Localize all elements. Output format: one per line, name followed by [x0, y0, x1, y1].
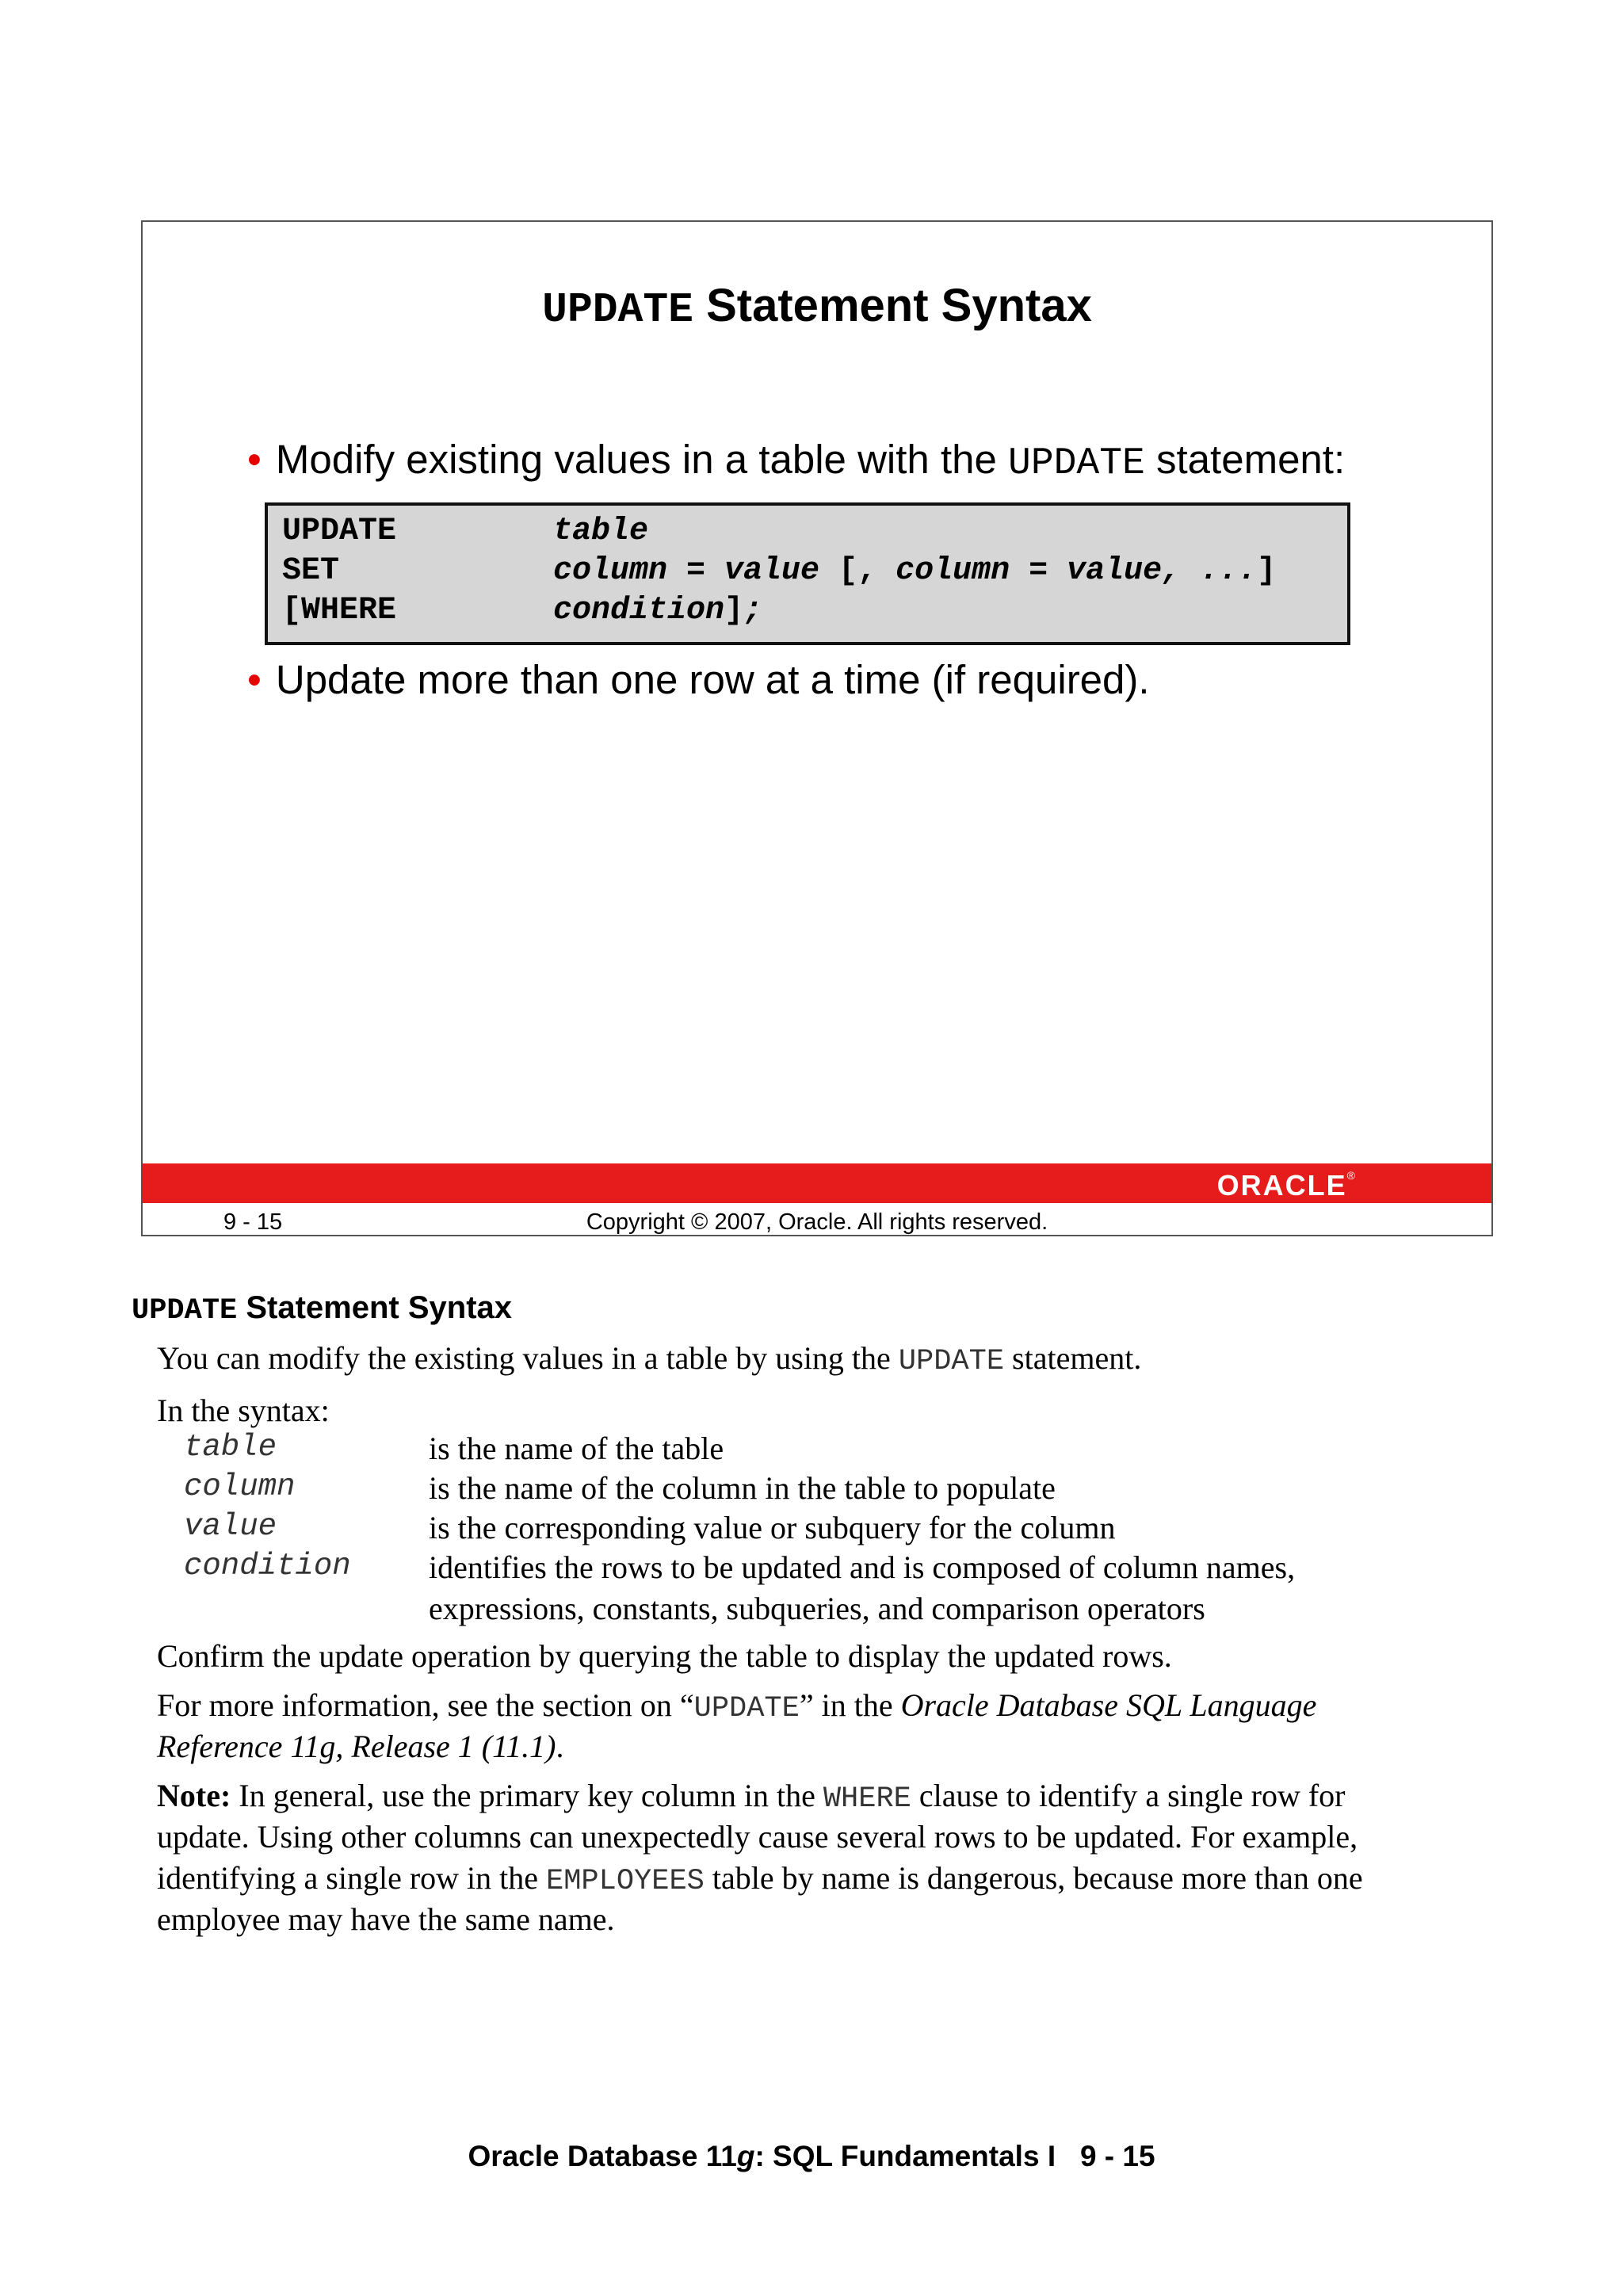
bullet-text-end: statement: [1144, 437, 1346, 482]
notes-paragraph-reference-cont [157, 1728, 563, 1765]
reference-title: Oracle Database SQL Language [900, 1687, 1317, 1723]
bullet-code: UPDATE [1008, 442, 1145, 485]
syntax-code-box [265, 502, 1350, 645]
notes-paragraph-confirm: Confirm the update operation by querying the table to display the updated rows. [157, 1638, 1172, 1674]
notes-syntax-label: In the syntax: [157, 1392, 330, 1428]
definition-term: column [184, 1469, 296, 1504]
code-line-set [282, 553, 1276, 589]
footer-text: Oracle Database 11 [468, 2140, 737, 2172]
code-args: table [553, 514, 649, 549]
page-footer [0, 2140, 1623, 2173]
notes-paragraph-note [157, 1777, 1345, 1816]
inline-code: EMPLOYEES [546, 1865, 705, 1898]
definition-description: is the corresponding value or subquery for the column [429, 1510, 1116, 1545]
slide-number: 9 - 15 [223, 1209, 283, 1235]
definition-term: value [184, 1509, 277, 1544]
text: table by name is dangerous, because more than one [704, 1860, 1363, 1896]
heading-text: Statement Syntax [237, 1290, 513, 1325]
text: identifying a single row in the [157, 1860, 547, 1896]
bullet-update-rows [247, 656, 1150, 703]
text: For more information, see the section on “ [157, 1687, 694, 1723]
registered-mark: ® [1346, 1169, 1355, 1182]
footer-bar [143, 1163, 1491, 1203]
notes-heading [132, 1290, 512, 1328]
text: You can modify the existing values in a table by using the [157, 1340, 899, 1376]
code-line-update [282, 514, 648, 549]
title-text: Statement Syntax [693, 280, 1092, 331]
definition-description: is the name of the column in the table to populate [429, 1470, 1056, 1506]
text: In general, use the primary key column in the [231, 1778, 823, 1813]
notes-paragraph-note-line4: employee may have the same name. [157, 1901, 615, 1937]
footer-italic: g [736, 2140, 755, 2172]
text: statement. [1004, 1340, 1142, 1376]
oracle-logo [1217, 1169, 1355, 1202]
definition-description: is the name of the table [429, 1431, 724, 1466]
code-args: column = value [, column = value, ...] [553, 553, 1277, 589]
code-args: condition]; [553, 593, 763, 628]
code-keyword: SET [282, 553, 340, 589]
text: . [556, 1729, 564, 1764]
notes-paragraph-reference [157, 1687, 1316, 1725]
slide-title [143, 279, 1491, 334]
title-keyword: UPDATE [542, 286, 693, 334]
bullet-dot-icon: • [247, 657, 262, 702]
bullet-dot-icon: • [247, 437, 262, 482]
code-keyword: [WHERE [282, 593, 397, 628]
text: clause to identify a single row for [911, 1778, 1346, 1813]
inline-code: WHERE [823, 1782, 911, 1816]
heading-keyword: UPDATE [132, 1294, 238, 1328]
slide-copyright: Copyright © 2007, Oracle. All rights reserved. [586, 1209, 1048, 1235]
text: ” in the [799, 1687, 901, 1723]
footer-text-end: : SQL Fundamentals I 9 - 15 [754, 2140, 1155, 2172]
logo-text: ORACLE [1216, 1169, 1347, 1201]
bullet-text: Update more than one row at a time (if required). [275, 657, 1150, 702]
inline-code: UPDATE [898, 1345, 1005, 1378]
definition-term: table [184, 1430, 277, 1465]
slide [141, 220, 1493, 1236]
definition-term: condition [184, 1549, 351, 1584]
notes-paragraph-intro [157, 1339, 1141, 1378]
bullet-modify [247, 436, 1345, 485]
reference-title: Reference 11g, Release 1 (11.1) [157, 1729, 556, 1764]
bullet-text: Modify existing values in a table with the [275, 437, 1009, 482]
definition-description: identifies the rows to be updated and is composed of column names, [429, 1549, 1296, 1585]
code-line-where [282, 593, 762, 628]
code-keyword: UPDATE [282, 514, 397, 549]
inline-code: UPDATE [693, 1692, 800, 1725]
notes-paragraph-note-line3 [157, 1859, 1363, 1898]
note-label: Note: [157, 1778, 231, 1813]
notes-paragraph-note-line2: update. Using other columns can unexpectedly cause several rows to be updated. For example, [157, 1819, 1358, 1855]
definition-description: expressions, constants, subqueries, and comparison operators [429, 1591, 1205, 1626]
